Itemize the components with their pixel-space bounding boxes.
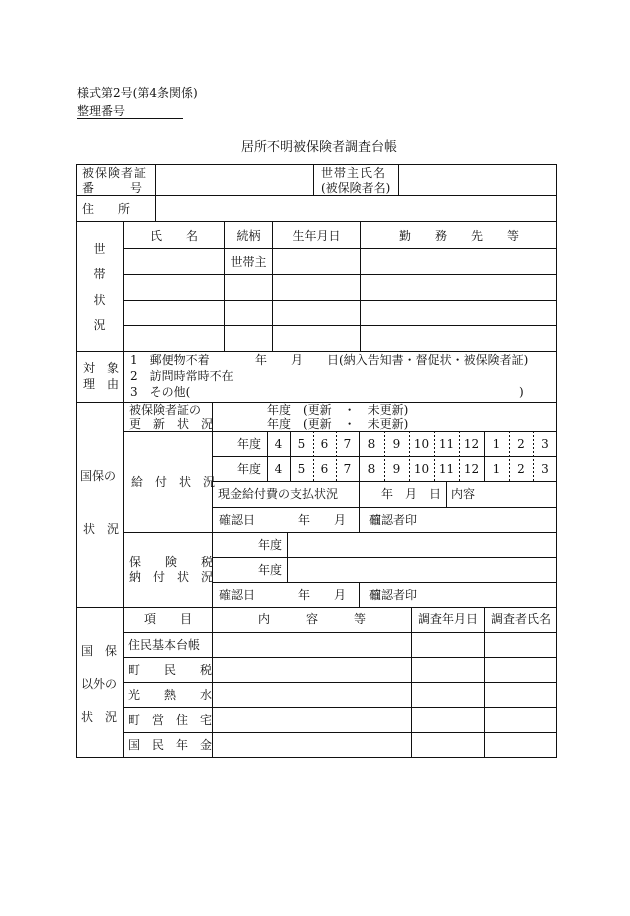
col-relation-header: 続柄 — [236, 229, 261, 243]
month-cell: 10 — [413, 462, 430, 476]
confirm-date-label-1: 確認日 — [219, 513, 256, 527]
tax-fiscal-year-1: 年度 — [258, 538, 283, 552]
month-cell: 12 — [463, 462, 480, 476]
target-reason-label: 対 象 — [83, 361, 120, 375]
insured-number-label-2: 番 号 — [82, 181, 143, 195]
benefit-fiscal-year-1: 年度 — [237, 437, 262, 451]
head-name-label: 世帯主氏名 — [321, 166, 387, 180]
confirmer-seal-label-1: 確認者印 — [369, 513, 418, 527]
reason-item-3-close: ) — [519, 385, 524, 399]
other-section-label: 国 保 — [81, 644, 118, 658]
relation-head-of-household: 世帯主 — [230, 255, 267, 269]
address-label: 住 所 — [82, 202, 131, 216]
nhi-section-label-2: 状 況 — [83, 522, 120, 536]
month-cell: 10 — [413, 437, 430, 451]
other-item-resident-register: 住民基本台帳 — [128, 638, 201, 652]
renewal-line-1: 年度 (更新 ・ 未更新) — [267, 403, 409, 417]
month-cell: 8 — [367, 462, 376, 476]
month-cell: 7 — [343, 437, 352, 451]
confirm-date-label-2: 確認日 — [219, 588, 256, 602]
other-item-utilities: 光 熱 水 — [128, 688, 213, 702]
tax-fiscal-year-2: 年度 — [258, 563, 283, 577]
month-cell: 12 — [463, 437, 480, 451]
col-name-header: 氏 名 — [149, 229, 198, 243]
insured-number-label: 被保険者証 — [82, 166, 148, 180]
household-label-char-1: 世 — [93, 242, 106, 256]
month-cell: 3 — [541, 437, 549, 451]
other-section-label-2: 以外の — [81, 677, 118, 691]
household-label-char-2: 帯 — [93, 267, 106, 281]
reference-number-label: 整理番号 — [77, 104, 126, 118]
other-item-town-housing: 町 営 住 宅 — [128, 713, 213, 727]
confirmer-seal-label-2: 確認者印 — [369, 588, 418, 602]
month-cell: 4 — [274, 462, 283, 476]
col-survey-date-header: 調査年月日 — [417, 612, 478, 626]
month-cell: 1 — [492, 462, 501, 476]
col-birthdate-header: 生年月日 — [292, 229, 341, 243]
nhi-section-label: 国保の — [80, 469, 117, 483]
household-label-char-4: 況 — [93, 318, 106, 332]
tax-label-2: 納 付 状 況 — [129, 570, 214, 584]
form-number: 様式第2号(第4条関係) — [77, 86, 198, 100]
month-cell: 9 — [392, 437, 401, 451]
cash-benefit-label: 現金給付費の支払状況 — [218, 487, 339, 501]
month-cell: 8 — [367, 437, 376, 451]
reason-item-2: 2 訪問時常時不在 — [130, 369, 234, 383]
renewal-label: 被保険者証の — [129, 403, 202, 417]
target-reason-label-2: 理 由 — [83, 377, 120, 391]
confirm-date-ymd-1: 年 月 日 — [298, 513, 383, 527]
cash-benefit-content-label: 内容 — [451, 487, 476, 501]
confirm-date-ymd-2: 年 月 日 — [298, 588, 383, 602]
renewal-line-2: 年度 (更新 ・ 未更新) — [267, 417, 409, 431]
col-surveyor-header: 調査者氏名 — [490, 612, 551, 626]
month-cell: 11 — [438, 462, 455, 476]
month-cell: 6 — [320, 437, 329, 451]
month-cell: 5 — [297, 462, 306, 476]
benefit-label: 給 付 状 況 — [131, 475, 216, 489]
page-title: 居所不明被保険者調査台帳 — [241, 140, 398, 155]
month-cell: 9 — [392, 462, 401, 476]
other-section-label-3: 状 況 — [81, 710, 118, 724]
month-cell: 1 — [492, 437, 501, 451]
month-cell: 4 — [274, 437, 283, 451]
month-cell: 6 — [320, 462, 329, 476]
benefit-fiscal-year-2: 年度 — [237, 462, 262, 476]
col-item-header: 項 目 — [143, 612, 192, 626]
cash-benefit-date: 年 月 日 — [381, 487, 442, 501]
col-content-header: 内 容 等 — [257, 612, 366, 626]
reason-item-1-date: 年 月 日(納入告知書・督促状・被保険者証) — [255, 353, 529, 367]
month-cell: 2 — [517, 462, 525, 476]
head-name-label-2: (被保険者名) — [321, 181, 391, 195]
month-cell: 11 — [438, 437, 455, 451]
col-workplace-header: 勤 務 先 等 — [398, 229, 519, 243]
other-item-town-tax: 町 民 税 — [128, 663, 213, 677]
reason-item-1: 1 郵便物不着 — [130, 353, 210, 367]
household-label-char-3: 状 — [93, 293, 106, 307]
month-cell: 5 — [297, 437, 306, 451]
other-item-national-pension: 国 民 年 金 — [128, 738, 213, 752]
reason-item-3: 3 その他( — [130, 385, 191, 399]
tax-label: 保 険 税 — [129, 555, 214, 569]
month-cell: 7 — [343, 462, 352, 476]
renewal-label-2: 更 新 状 況 — [129, 417, 214, 431]
month-cell: 2 — [517, 437, 525, 451]
month-cell: 3 — [541, 462, 549, 476]
